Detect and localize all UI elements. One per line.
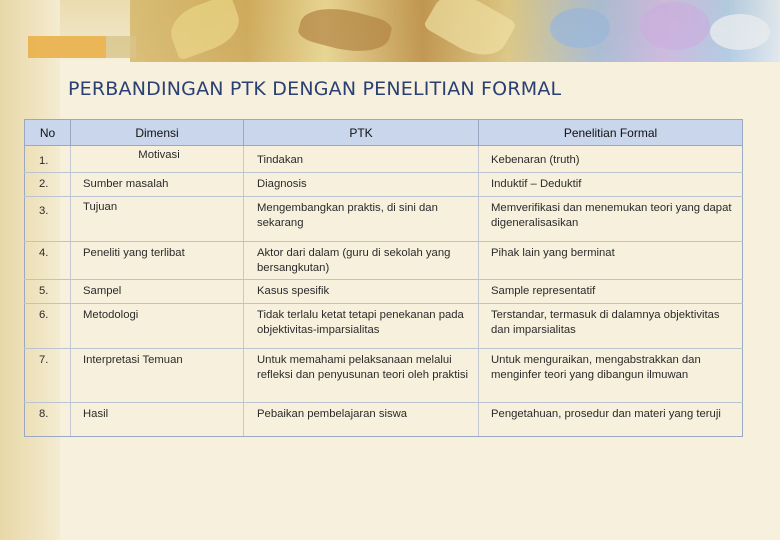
cell-ptk: Untuk memahami pelaksanaan melalui refleksi dan penyusunan teori oleh praktisi — [244, 349, 479, 403]
cell-penelitian-formal: Untuk menguraikan, mengabstrakkan dan menginfer teori yang dibangun ilmuwan — [479, 349, 743, 403]
cell-ptk: Aktor dari dalam (guru di sekolah yang bersangkutan) — [244, 242, 479, 280]
header-no: No — [25, 120, 71, 146]
cell-no: 3. — [25, 197, 71, 242]
table-row — [25, 242, 743, 280]
cell-no: 8. — [25, 403, 71, 437]
cell-no: 2. — [25, 173, 71, 197]
comparison-table — [24, 119, 743, 437]
cell-ptk: Diagnosis — [244, 173, 479, 197]
accent-block — [106, 36, 136, 58]
flower-decoration — [550, 8, 610, 48]
cell-penelitian-formal: Pengetahuan, prosedur dan materi yang teruji — [479, 403, 743, 437]
cell-no: 4. — [25, 242, 71, 280]
leaf-decoration — [164, 0, 246, 61]
cell-dimensi: Sampel — [71, 280, 244, 304]
slide-title: PERBANDINGAN PTK DENGAN PENELITIAN FORMAL — [68, 78, 562, 100]
cell-dimensi: Metodologi — [71, 304, 244, 349]
table-row — [25, 349, 743, 403]
header-ptk: PTK — [244, 120, 479, 146]
cell-penelitian-formal: Pihak lain yang berminat — [479, 242, 743, 280]
cell-ptk: Kasus spesifik — [244, 280, 479, 304]
table-row — [25, 280, 743, 304]
cell-penelitian-formal: Induktif – Deduktif — [479, 173, 743, 197]
cell-dimensi: Sumber masalah — [71, 173, 244, 197]
cell-penelitian-formal: Terstandar, termasuk di dalamnya objektivitas dan imparsialitas — [479, 304, 743, 349]
leaf-decoration — [296, 0, 393, 61]
leaf-decoration — [423, 0, 517, 67]
cell-penelitian-formal: Kebenaran (truth) — [479, 146, 743, 173]
flower-decoration — [710, 14, 770, 50]
table-header-row — [25, 120, 743, 146]
table-row — [25, 304, 743, 349]
header-penelitian-formal: Penelitian Formal — [479, 120, 743, 146]
cell-no: 1. — [25, 146, 71, 173]
cell-no: 6. — [25, 304, 71, 349]
cell-penelitian-formal: Sample representatif — [479, 280, 743, 304]
cell-ptk: Mengembangkan praktis, di sini dan sekarang — [244, 197, 479, 242]
cell-ptk: Tindakan — [244, 146, 479, 173]
cell-dimensi: Motivasi — [71, 146, 244, 173]
cell-dimensi: Hasil — [71, 403, 244, 437]
table-row — [25, 403, 743, 437]
accent-block — [28, 36, 106, 58]
flower-decoration — [640, 2, 710, 50]
table-row — [25, 197, 743, 242]
table-row — [25, 173, 743, 197]
cell-penelitian-formal: Memverifikasi dan menemukan teori yang dapat digeneralisasikan — [479, 197, 743, 242]
cell-dimensi: Tujuan — [71, 197, 244, 242]
cell-ptk: Pebaikan pembelajaran siswa — [244, 403, 479, 437]
decorative-banner — [130, 0, 780, 62]
header-dimensi: Dimensi — [71, 120, 244, 146]
cell-no: 5. — [25, 280, 71, 304]
cell-dimensi: Interpretasi Temuan — [71, 349, 244, 403]
cell-ptk: Tidak terlalu ketat tetapi penekanan pada objektivitas-imparsialitas — [244, 304, 479, 349]
cell-no: 7. — [25, 349, 71, 403]
table-row — [25, 146, 743, 173]
cell-dimensi: Peneliti yang terlibat — [71, 242, 244, 280]
